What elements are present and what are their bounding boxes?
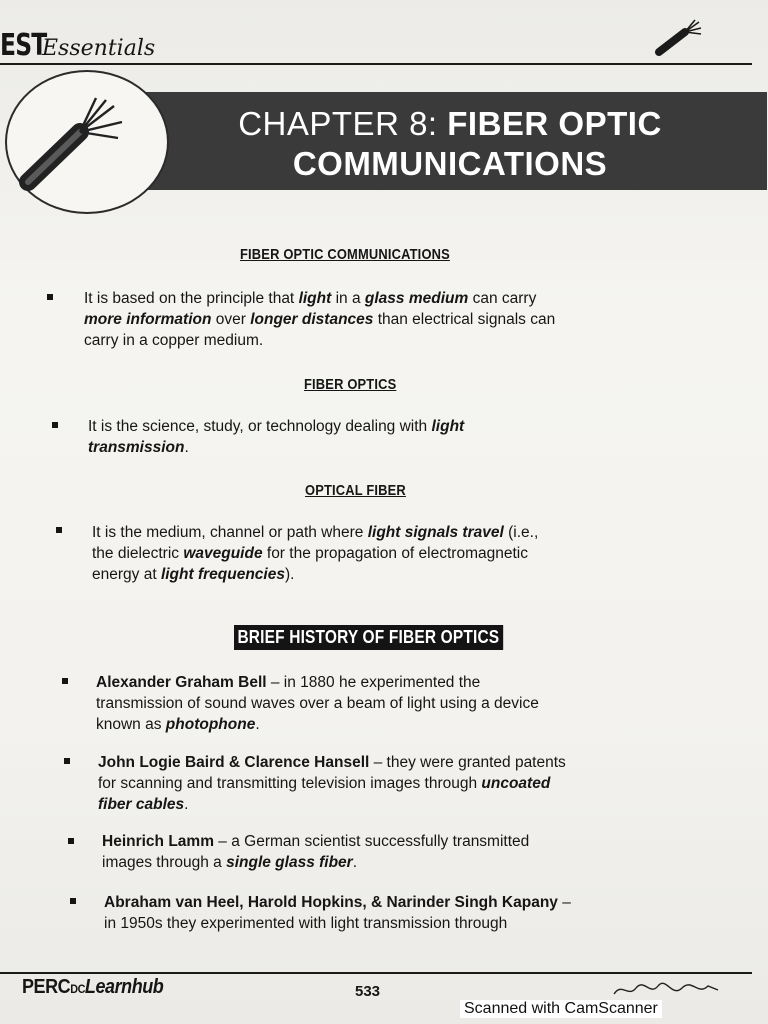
paragraph-foc: It is based on the principle that light in a glass medium can carry more information over longer distances than electrical signals can carry in a copper medium. bbox=[84, 290, 556, 349]
footer-brand-learnhub: Learnhub bbox=[84, 976, 164, 998]
heading-optical-fiber: OPTICAL FIBER bbox=[305, 482, 406, 499]
fiber-cable-emblem-icon bbox=[18, 92, 128, 192]
header-brand-bold: EST bbox=[0, 28, 47, 63]
chapter-prefix: CHAPTER 8: bbox=[238, 105, 438, 142]
chapter-title-line1: FIBER OPTIC bbox=[447, 105, 662, 142]
footer-brand-dc: DC bbox=[70, 982, 85, 996]
paragraph-of: It is the medium, channel or path where light signals travel (i.e., the dielectric waveguide for the propagation of electromagnetic energy at light frequencies). bbox=[92, 524, 539, 583]
header-logo bbox=[0, 28, 155, 68]
header-brand-script: Essentials bbox=[42, 36, 156, 61]
chapter-title-line2: COMMUNICATIONS bbox=[292, 145, 608, 182]
bullet bbox=[56, 527, 62, 533]
bullet bbox=[47, 294, 53, 300]
bullet bbox=[64, 758, 70, 764]
bullet bbox=[52, 422, 58, 428]
heading-brief-history: BRIEF HISTORY OF FIBER OPTICS bbox=[234, 625, 503, 650]
scanner-watermark: Scanned with CamScanner bbox=[460, 1000, 662, 1018]
heading-fiber-optic-communications: FIBER OPTIC COMMUNICATIONS bbox=[240, 246, 450, 263]
footer-divider bbox=[0, 972, 752, 974]
bullet bbox=[68, 838, 74, 844]
bullet bbox=[70, 898, 76, 904]
bullet bbox=[62, 678, 68, 684]
fiber-cable-icon bbox=[655, 18, 703, 56]
history-item-bell: Alexander Graham Bell – in 1880 he experimented the transmission of sound waves over a beam of light using a device known as photophone. bbox=[96, 674, 539, 733]
heading-fiber-optics: FIBER OPTICS bbox=[304, 376, 397, 393]
paragraph-fo: It is the science, study, or technology dealing with light transmission. bbox=[88, 418, 465, 456]
chapter-title bbox=[170, 104, 730, 184]
page-number: 533 bbox=[355, 983, 381, 1000]
header-divider bbox=[0, 63, 752, 65]
footer-brand bbox=[22, 976, 163, 999]
history-item-lamm: Heinrich Lamm – a German scientist successfully transmitted images through a single glass fiber. bbox=[102, 833, 530, 871]
history-item-baird-hansell: John Logie Baird & Clarence Hansell – they were granted patents for scanning and transmitting television images through uncoated fiber cables. bbox=[98, 754, 566, 813]
footer-brand-perc: PERC bbox=[22, 976, 71, 998]
history-item-van-heel: Abraham van Heel, Harold Hopkins, & Narinder Singh Kapany – in 1950s they experimented with light transmission through bbox=[104, 894, 571, 932]
signature-scribble bbox=[612, 976, 722, 1000]
